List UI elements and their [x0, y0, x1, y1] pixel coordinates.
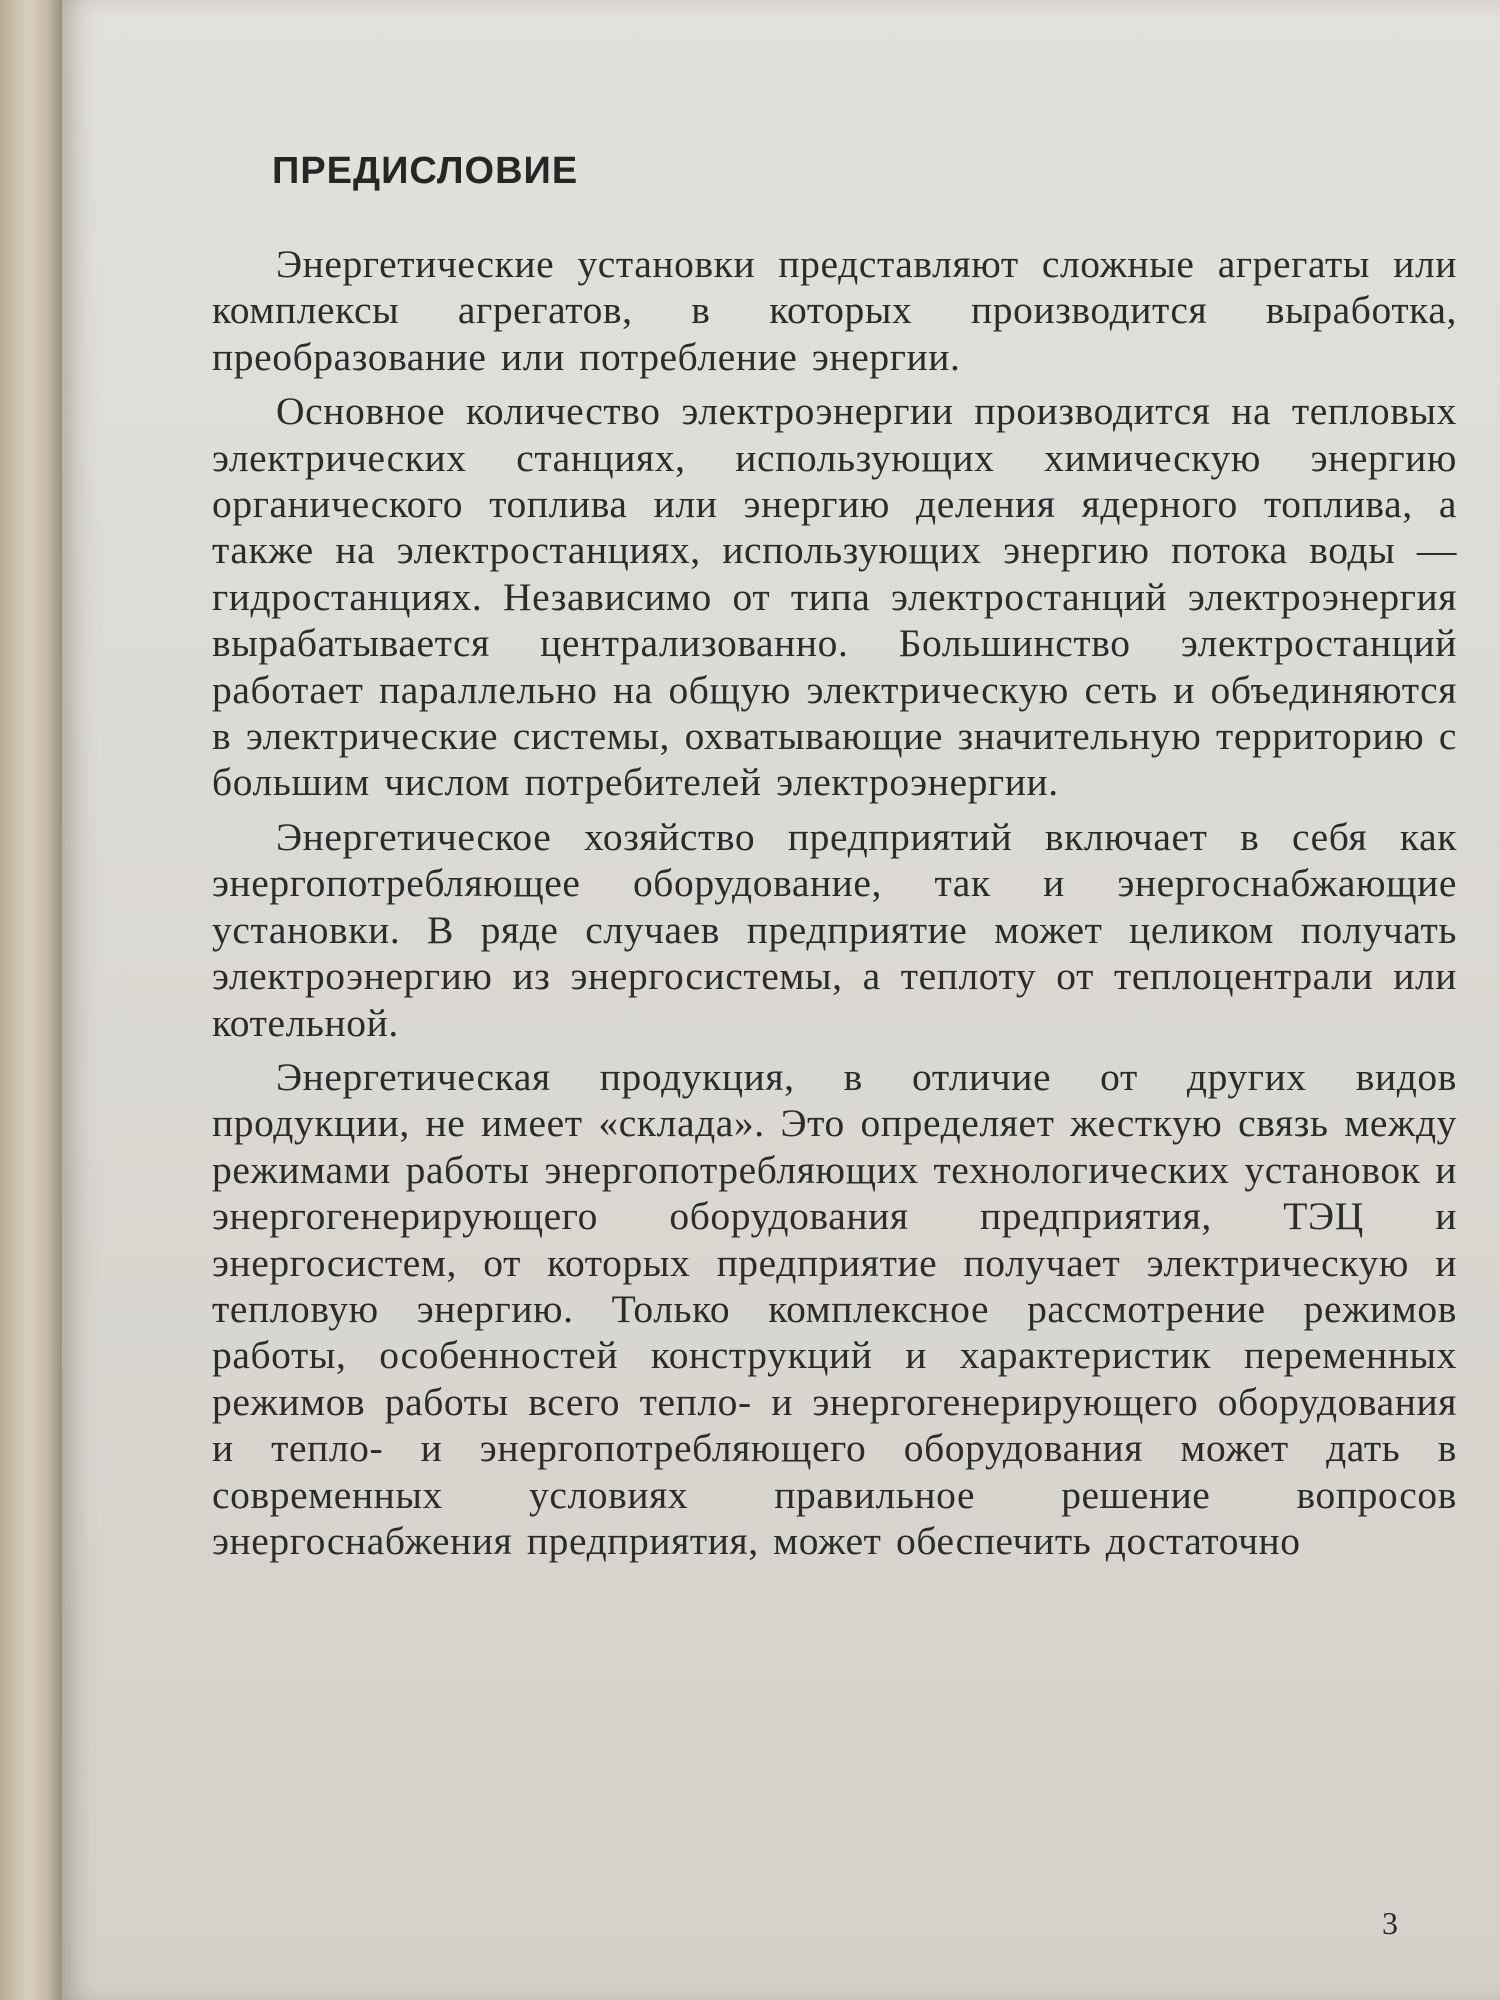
page-number: 3: [1382, 1905, 1398, 1941]
book-spine-edge: [0, 0, 62, 2000]
paragraph-2: Основное количество электроэнергии производится на тепловых электрических станциях, использующих химическую энергию органического топлива или энергию деления ядерного топлива, а также на электростанциях, использующих энергию потока воды — гидростанциях. Независимо от типа электростанций электроэнергия вырабатывается централизованно. Большинство электростанций работает параллельно на общую электрическую сеть и объединяются в электрические системы, охватывающие значительную территорию с большим числом потребителей электроэнергии.: [212, 389, 1457, 805]
paragraph-4: Энергетическая продукция, в отличие от других видов продукции, не имеет «склада». Это определяет жесткую связь между режимами работы энергопотребляющих технологических установок и энергогенерирующего оборудования предприятия, ТЭЦ и энергосистем, от которых предприятие получает электрическую и тепловую энергию. Только комплексное рассмотрение режимов работы, особенностей конструкций и характеристик переменных режимов работы всего тепло- и энергогенерирующего оборудования и тепло- и энергопотребляющего оборудования может дать в современных условиях правильное решение вопросов энергоснабжения предприятия, может обеспечить достаточно: [212, 1054, 1457, 1563]
paragraph-1: Энергетические установки представляют сложные агрегаты или комплексы агрегатов, в которых производится выработка, преобразование или потребление энергии.: [212, 242, 1457, 379]
page-text-block: [212, 150, 1457, 1930]
paragraph-3: Энергетическое хозяйство предприятий включает в себя как энергопотребляющее оборудование, так и энергоснабжающие установки. В ряде случаев предприятие может целиком получать электроэнергию из энергосистемы, а теплоту от теплоцентрали или котельной.: [212, 814, 1457, 1045]
page-heading: ПРЕДИСЛОВИЕ: [272, 150, 579, 192]
book-page: [62, 0, 1500, 2000]
